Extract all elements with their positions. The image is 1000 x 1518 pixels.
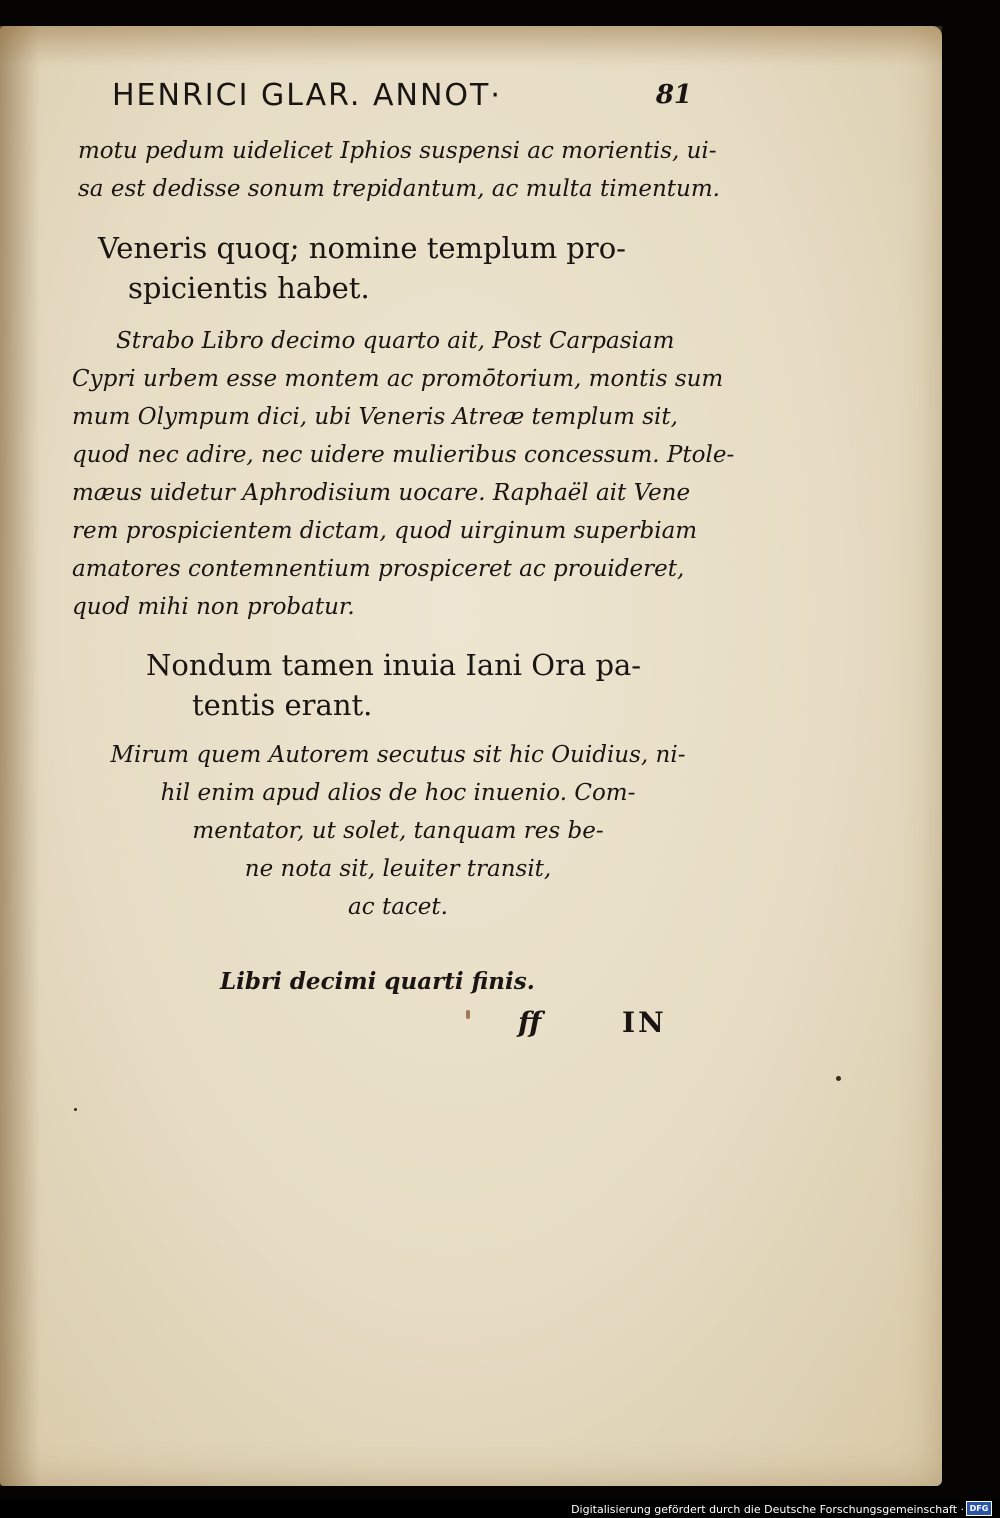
paragraph-strabo xyxy=(72,322,734,626)
running-head xyxy=(112,78,692,113)
text-line: mentator, ut solet, tanquam res be- xyxy=(192,818,604,844)
paper-spot xyxy=(466,1010,470,1019)
text-line: rem prospicientem dictam, quod uirginum superbiam xyxy=(72,518,698,544)
lemma-nondum xyxy=(146,645,641,725)
lemma-line: tentis erant. xyxy=(192,688,373,722)
text-line: hil enim apud alios de hoc inuenio. Com- xyxy=(160,780,636,806)
page-number: 81 xyxy=(655,80,692,110)
text-line: motu pedum uidelicet Iphios suspensi ac morientis, ui- xyxy=(78,138,717,164)
book-explicit: Libri decimi quarti finis. xyxy=(220,968,535,995)
paragraph-intro xyxy=(78,132,720,208)
lemma-line: Veneris quoq; nomine templum pro- xyxy=(98,231,626,265)
text-line: ne nota sit, leuiter transit, xyxy=(244,856,552,882)
text-line: amatores contemnentium prospiceret ac prouideret, xyxy=(72,556,685,582)
footer-credit: Digitalisierung gefördert durch die Deutsche Forschungsgemeinschaft · xyxy=(571,1503,964,1516)
lemma-line: spicientis habet. xyxy=(128,271,370,305)
paper-spot xyxy=(74,1108,77,1111)
text-line: mum Olympum dici, ubi Veneris Atreæ templum sit, xyxy=(72,404,678,430)
text-line: quod nec adire, nec uidere mulieribus concessum. Ptole- xyxy=(72,442,735,468)
text-line: Cypri urbem esse montem ac promōtorium, montis sum xyxy=(72,366,724,392)
text-line: quod mihi non probatur. xyxy=(72,594,355,620)
catchword-next: IN xyxy=(622,1006,667,1039)
text-line: ac tacet. xyxy=(348,894,448,920)
paragraph-mirum xyxy=(108,736,688,926)
text-line: Strabo Libro decimo quarto ait, Post Carpasiam xyxy=(116,328,675,354)
paper-spot xyxy=(836,1076,841,1081)
dfg-logo-icon: DFG xyxy=(966,1501,992,1516)
text-line: mæus uidetur Aphrodisium uocare. Raphaël ait Vene xyxy=(72,480,691,506)
lemma-veneris xyxy=(98,228,626,308)
lemma-line: Nondum tamen inuia Iani Ora pa- xyxy=(146,648,642,682)
running-head-title: HENRICI GLAR. ANNOT· xyxy=(112,78,502,113)
text-line: Mirum quem Autorem secutus sit hic Ouidius, ni- xyxy=(110,742,686,768)
signature-mark: ff xyxy=(518,1006,542,1039)
text-line: sa est dedisse sonum trepidantum, ac multa timentum. xyxy=(78,176,720,202)
